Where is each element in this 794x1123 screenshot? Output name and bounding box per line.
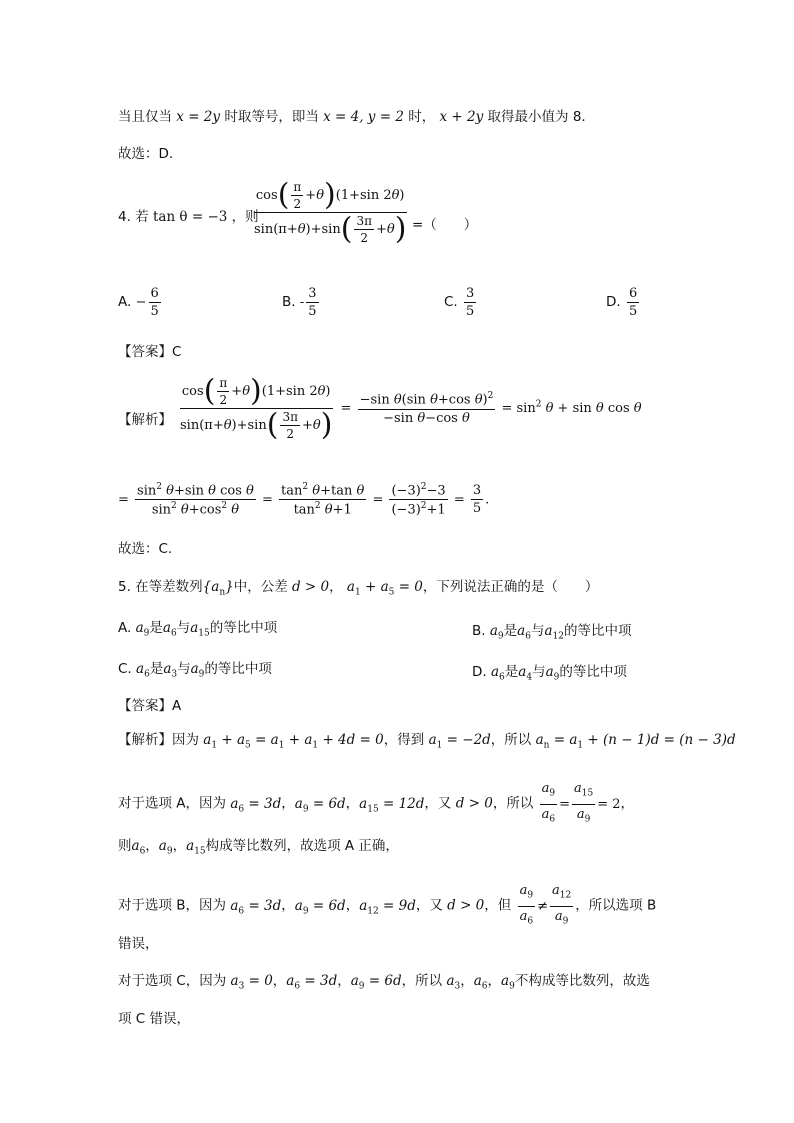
q4-tail: =（ ） <box>412 217 478 233</box>
q5-sol-line6: 对于选项 C，因为 $a_3 = 0$，$a_6 = 3d$，$a_9 = 6d$，所以 $a_3$，$a_6$，$a_9$不构成等比数列，故选 <box>118 973 650 992</box>
q4-option-c[interactable]: C. $\frac{3}{5}$ <box>444 286 475 319</box>
choice-prev: 故选：D. <box>118 146 174 162</box>
q4-stem: 4. 若 tan θ = −3 ，则 <box>118 209 259 225</box>
q4-jiexi-label: 【解析】 <box>118 412 172 428</box>
q5-sol-line1: 【解析】因为 $a_1 + a_5 = a_1 + a_1 + 4d = 0$，得到 $a_1 = -2d$，所以 $a_n = a_1 + (n - 1)d = (n - 3)d$ <box>118 732 736 751</box>
q4-answer: 【答案】C <box>118 344 182 360</box>
q5-option-a[interactable]: A. $a_9$是$a_6$与$a_{15}$的等比中项 <box>118 620 278 639</box>
q5-sol-line2: 对于选项 A，因为 $a_6 = 3d$，$a_9 = 6d$，$a_{15} = 12d$，又 d > 0，所以 $\frac{a_9}{a_6}$ = $\frac{a_{15}}{a_9}$ = 2， <box>118 781 635 825</box>
q4-solution-line1: cos( $\frac{\pi}{2}$ +θ)(1+sin 2θ) sin(π+θ)+sin( $\frac{3\pi}{2}$ +θ) = $\frac{-\sin \theta(\sin \theta+\cos \theta)^2}{\text{−sin θ−cos θ}}$ = $\sin^2 \theta + \sin \theta$ cos θ <box>180 373 642 443</box>
q5-answer: 【答案】A <box>118 698 182 714</box>
q4-option-d[interactable]: D. $\frac{6}{5}$ <box>606 286 638 319</box>
choice4: 故选：C. <box>118 541 173 557</box>
q5-option-d[interactable]: D. $a_6$是$a_4$与$a_9$的等比中项 <box>472 664 627 683</box>
q5-option-c[interactable]: C. $a_6$是$a_3$与$a_9$的等比中项 <box>118 661 272 680</box>
q4-solution-line2: = $\frac{\sin^2 \theta+\sin \theta \cos \theta}{\sin^2 \theta+\cos^2 \theta}$ = $\frac{\tan^2 \theta+\tan \theta}{\tan^2 \theta+1}$ = $\frac{(-3)^2-3}{(-3)^2+1}$ = $\frac{3}{5}$ . <box>118 482 490 518</box>
q5-sol-line4: 对于选项 B，因为 $a_6 = 3d$，$a_9 = 6d$，$a_{12} = 9d$，又 d > 0，但 $\frac{a_9}{a_6}$ ≠ $\frac{a_{12}}{a_9}$ ，所以选项 B <box>118 883 657 927</box>
q5-sol-line3: 则$a_6$，$a_9$，$a_{15}$构成等比数列，故选项 A 正确， <box>118 838 399 857</box>
q5-sol-line5: 错误， <box>118 936 159 952</box>
q4-expression: cos( $\frac{\pi}{2}$ +θ)(1+sin 2θ) sin(π+θ)+sin( $\frac{3\pi}{2}$ +θ) <box>254 177 407 247</box>
q5-stem: 5. 在等差数列$\{a_n\}$中，公差 d > 0， $a_1 + a_5 = 0$，下列说法正确的是（ ） <box>118 579 599 598</box>
line-equality-condition: 当且仅当 x = 2y 时取等号，即当 x = 4, y = 2 时， x + 2y 取得最小值为 8. <box>118 109 586 125</box>
q5-option-b[interactable]: B. $a_9$是$a_6$与$a_{12}$的等比中项 <box>472 623 632 642</box>
q4-option-a[interactable]: A. − $\frac{6}{5}$ <box>118 286 159 319</box>
q5-sol-line7: 项 C 错误， <box>118 1011 191 1027</box>
q4-option-b[interactable]: B. - $\frac{3}{5}$ <box>282 286 317 319</box>
